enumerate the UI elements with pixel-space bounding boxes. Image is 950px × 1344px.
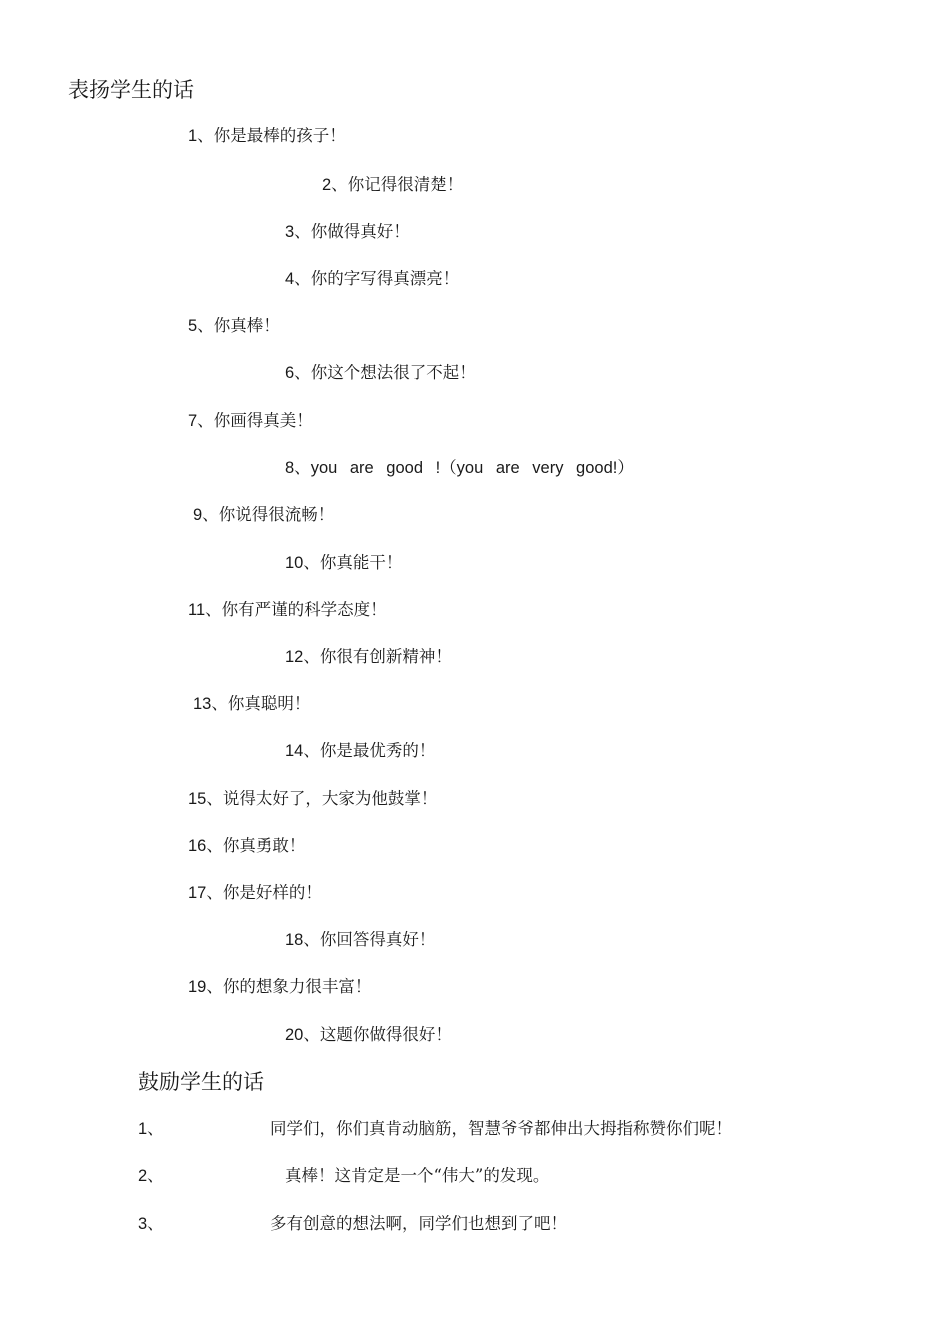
encourage-item-text: 多有创意的想法啊，同学们也想到了吧！ <box>270 1214 567 1233</box>
praise-heading: 表扬学生的话 <box>68 78 194 102</box>
encourage-item-number: 1、 <box>138 1120 164 1138</box>
praise-item <box>285 926 435 950</box>
item-number: 15、 <box>188 790 223 808</box>
praise-item <box>188 596 387 620</box>
item-number: 2、 <box>322 176 348 194</box>
encourage-item-text: 同学们，你们真肯动脑筋，智慧爷爷都伸出大拇指称赞你们呢！ <box>270 1119 732 1138</box>
praise-item <box>188 407 313 431</box>
encourage-heading: 鼓励学生的话 <box>138 1070 264 1094</box>
praise-item <box>322 171 463 195</box>
item-number: 19、 <box>188 978 223 996</box>
item-text: 你很有创新精神！ <box>319 647 452 666</box>
praise-item <box>188 785 437 809</box>
praise-item <box>285 265 459 289</box>
praise-item <box>285 1021 452 1045</box>
item-text: 你记得很清楚！ <box>347 175 464 194</box>
encourage-item-text: 真棒！这肯定是一个“伟大”的发现。 <box>285 1166 550 1185</box>
item-text: 你有严谨的科学态度！ <box>221 600 387 619</box>
praise-item <box>188 312 280 336</box>
item-number: 7、 <box>188 412 214 430</box>
item-text: 你的字写得真漂亮！ <box>310 269 460 288</box>
praise-item <box>285 454 634 478</box>
praise-item <box>193 690 310 714</box>
praise-item <box>188 879 322 903</box>
item-text: 这题你做得很好！ <box>319 1025 452 1044</box>
item-number: 20、 <box>285 1026 320 1044</box>
item-text: 你的想象力很丰富！ <box>222 977 372 996</box>
item-number: 16、 <box>188 837 223 855</box>
item-text: 你做得真好！ <box>310 222 410 241</box>
item-text: 你是好样的！ <box>222 883 322 902</box>
item-text: 你是最优秀的！ <box>319 741 436 760</box>
item-number: 8、 <box>285 459 311 477</box>
praise-item <box>188 832 305 856</box>
item-number: 12、 <box>285 648 320 666</box>
praise-item <box>285 643 452 667</box>
item-text: 你真勇敢！ <box>222 836 306 855</box>
praise-item <box>193 501 334 525</box>
item-text: 说得太好了，大家为他鼓掌！ <box>222 789 438 808</box>
praise-item <box>188 122 346 146</box>
item-text: 你这个想法很了不起！ <box>310 363 476 382</box>
item-number: 1、 <box>188 127 214 145</box>
item-text: 你真能干！ <box>319 553 403 572</box>
item-text: 你是最棒的孩子！ <box>213 126 346 145</box>
item-text: 你画得真美！ <box>213 411 313 430</box>
praise-item <box>285 359 476 383</box>
item-number: 9、 <box>193 506 219 524</box>
item-text: 你说得很流畅！ <box>218 505 335 524</box>
item-number: 5、 <box>188 317 214 335</box>
encourage-item-number: 2、 <box>138 1167 164 1185</box>
praise-item <box>188 973 371 997</box>
praise-item <box>285 218 410 242</box>
item-number: 3、 <box>285 223 311 241</box>
praise-item <box>285 549 402 573</box>
item-number: 14、 <box>285 742 320 760</box>
item-number: 4、 <box>285 270 311 288</box>
item-number: 13、 <box>193 695 228 713</box>
item-text: you are good !（you are very good!） <box>310 459 634 477</box>
item-number: 6、 <box>285 364 311 382</box>
item-text: 你回答得真好！ <box>319 930 436 949</box>
encourage-item-number: 3、 <box>138 1215 164 1233</box>
praise-item <box>285 737 435 761</box>
item-number: 17、 <box>188 884 223 902</box>
item-number: 10、 <box>285 554 320 572</box>
item-text: 你真聪明！ <box>227 694 311 713</box>
item-number: 18、 <box>285 931 320 949</box>
item-text: 你真棒！ <box>213 316 280 335</box>
item-number: 11、 <box>188 601 222 619</box>
